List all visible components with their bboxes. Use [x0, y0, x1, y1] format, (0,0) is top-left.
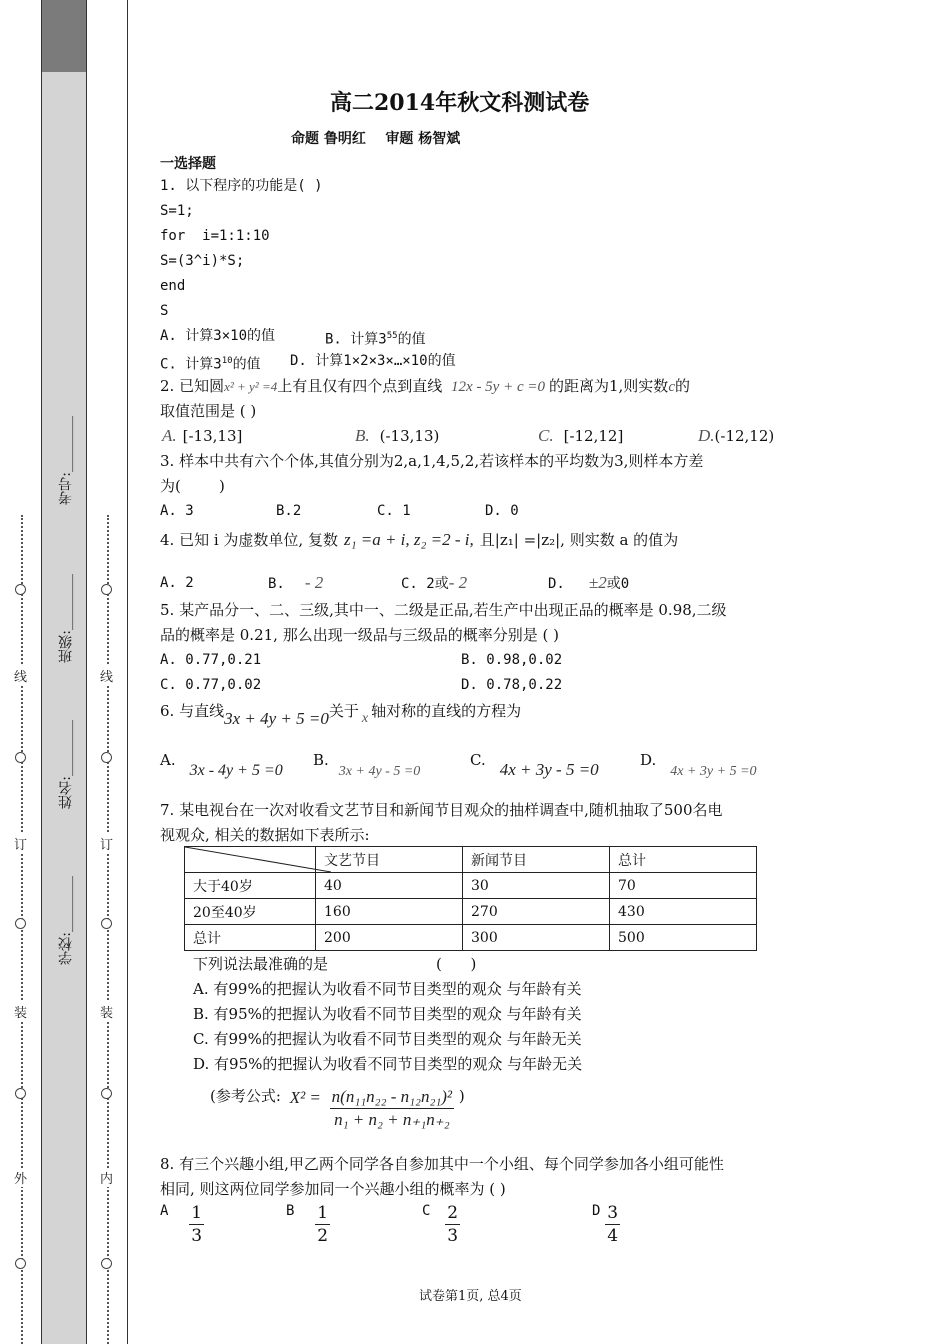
q2-option-b[interactable]: B. (-13,13) [355, 426, 440, 445]
page-footer: 试卷第1页, 总4页 [419, 1289, 522, 1304]
outer-label: 外 [14, 1168, 27, 1187]
gutter-rule [127, 0, 128, 1344]
mark-xian-outer: 线 [14, 666, 27, 685]
q1-code-line: for i=1:1:10 [160, 228, 270, 244]
mark-ding-outer: 订 [14, 834, 27, 853]
section-heading: 一选择题 [160, 156, 216, 172]
q1-option-c[interactable]: C. 计算$3^{10}$的值 [160, 356, 261, 373]
q7-option-b[interactable]: B. 有95%的把握认为收看不同节目类型的观众 与年龄有关 [193, 1005, 582, 1023]
q4-option-c[interactable]: C. 2或- 2 [401, 573, 468, 592]
q2-circle-equation: x² + y² =4 [224, 379, 278, 394]
q7-option-d[interactable]: D. 有95%的把握认为收看不同节目类型的观众 与年龄无关 [193, 1055, 583, 1073]
q6-option-d[interactable]: D.4x + 3y + 5 =0 [640, 751, 757, 779]
formula-numerator: n(n₁₁n₂₂ - n₁₂n₂₁)² [330, 1086, 454, 1109]
q1-stem: 1. 以下程序的功能是( ) [160, 178, 323, 194]
table-header-cell: 总计 [610, 847, 757, 873]
q6-option-b[interactable]: B.3x + 4y - 5 =0 [313, 751, 421, 779]
table-row [185, 899, 757, 925]
q2-option-c[interactable]: C. [-12,12] [538, 426, 624, 445]
ring-mark [15, 1258, 26, 1269]
q7-stem-2: 视观众, 相关的数据如下表所示: [160, 826, 370, 844]
table-corner-cell [185, 847, 316, 873]
q4-option-d[interactable]: D. ±2或0 [548, 573, 630, 592]
q3-stem: 3. 样本中共有六个个体,其值分别为2,a,1,4,5,2,若该样本的平均数为3,则样本方差 [160, 452, 704, 470]
q7-stem: 7. 某电视台在一次对收看文艺节目和新闻节目观众的抽样调查中,随机抽取了500名电 [160, 801, 723, 819]
field-number[interactable]: 考号:________ [58, 416, 74, 505]
q5-stem: 5. 某产品分一、二、三级,其中一、二级是正品,若生产中出现正品的概率是 0.98,二级 [160, 601, 727, 619]
q1-code-line: end [160, 278, 186, 294]
table-row [185, 873, 757, 899]
q7-answer-paren: ( ) [436, 955, 477, 973]
q2-stem: 2. 已知圆x² + y² =4上有且仅有四个点到直线 12x - 5y + c =0 的距离为1,则实数c的 [160, 377, 690, 395]
q8-stem: 8. 有三个兴趣小组,甲乙两个同学各自参加其中一个小组、每个同学参加各小组可能性 [160, 1155, 724, 1173]
table-cell: 总计 [185, 925, 316, 951]
ring-mark [101, 752, 112, 763]
table-cell: 200 [316, 925, 463, 951]
q3-option-a[interactable]: A. 3 [160, 503, 194, 519]
q8-stem-2: 相同, 则这两位同学参加同一个兴趣小组的概率为 ( ) [160, 1180, 506, 1198]
q1-option-d[interactable]: D. 计算1×2×3×…×10的值 [290, 353, 456, 369]
gutter-shade-top [42, 0, 86, 72]
q7-formula: (参考公式: X² = $\frac{\text{n(n₁₁n₂₂ - n₁₂n₂₁)²}}{\text{n₁ + n₂ + n₊₁n₊₂}}$ ) [210, 1086, 465, 1129]
mark-ding-inner: 订 [100, 834, 113, 853]
inner-cut-line [107, 515, 109, 1344]
q2-stem-2: 取值范围是 ( ) [160, 402, 257, 420]
q2-option-a[interactable]: A. [-13,13] [162, 426, 243, 445]
q5-stem-2: 品的概率是 0.21, 那么出现一级品与三级品的概率分别是 ( ) [160, 626, 559, 644]
author-line: 命题 鲁明红 审题 杨智斌 [291, 131, 461, 147]
mark-zhuang-outer: 装 [14, 1002, 27, 1021]
q7-table [184, 846, 757, 951]
q1-code-line: S=1; [160, 203, 194, 219]
q8-option-c[interactable]: C $\frac{2}{3}$ [422, 1202, 459, 1246]
q6-option-a[interactable]: A.3x - 4y + 5 =0 [160, 751, 283, 779]
ring-mark [101, 584, 112, 595]
q4-option-a[interactable]: A. 2 [160, 575, 194, 591]
q3-option-c[interactable]: C. 1 [377, 503, 411, 519]
table-row [185, 925, 757, 951]
table-header-cell: 新闻节目 [463, 847, 610, 873]
inner-label: 内 [100, 1168, 113, 1187]
field-name[interactable]: 姓名:________ [58, 720, 74, 809]
q3-stem-2: 为( ) [160, 477, 225, 495]
q5-option-a[interactable]: A. 0.77,0.21 [160, 652, 262, 668]
table-cell: 160 [316, 899, 463, 925]
table-header-row [185, 847, 757, 873]
table-cell: 300 [463, 925, 610, 951]
q1-option-b[interactable]: B. 计算$3^{55}$的值 [325, 331, 426, 348]
ring-mark [101, 918, 112, 929]
mark-xian-inner: 线 [100, 666, 113, 685]
q5-option-d[interactable]: D. 0.78,0.22 [461, 677, 563, 693]
q8-option-a[interactable]: A $\frac{1}{3}$ [160, 1202, 203, 1246]
q8-option-b[interactable]: B $\frac{1}{2}$ [286, 1202, 329, 1246]
gutter-rule [86, 0, 87, 1344]
q4-stem: 4. 已知 i 为虚数单位, 复数 z₁ =a + i, z₂ =2 - i, 且|z₁| =|z₂|, 则实数 a 的值为 [160, 530, 679, 549]
table-cell: 70 [610, 873, 757, 899]
q2-line-equation: 12x - 5y + c =0 [451, 379, 545, 395]
ring-mark [15, 752, 26, 763]
ring-mark [15, 1088, 26, 1099]
q4-option-b[interactable]: B. - 2 [268, 573, 324, 592]
q6-line-equation: 3x + 4y + 5 =0 [224, 709, 329, 728]
gutter-shade [42, 72, 86, 1344]
ring-mark [101, 1088, 112, 1099]
table-cell: 500 [610, 925, 757, 951]
table-cell: 20至40岁 [185, 899, 316, 925]
table-cell: 430 [610, 899, 757, 925]
q6-option-c[interactable]: C. 4x + 3y - 5 =0 [470, 751, 599, 779]
table-cell: 30 [463, 873, 610, 899]
field-school[interactable]: 学校:________ [58, 876, 74, 965]
outer-cut-line [21, 515, 23, 1344]
ring-mark [15, 918, 26, 929]
formula-denominator: n₁ + n₂ + n₊₁n₊₂ [334, 1110, 450, 1129]
q7-prompt: 下列说法最准确的是 [193, 955, 329, 973]
ring-mark [15, 584, 26, 595]
table-cell: 270 [463, 899, 610, 925]
q3-option-d[interactable]: D. 0 [485, 503, 519, 519]
q4-modulus-condition: 且|z₁| =|z₂| [479, 531, 561, 549]
field-class[interactable]: 班级:________ [58, 574, 74, 663]
q7-option-c[interactable]: C. 有99%的把握认为收看不同节目类型的观众 与年龄无关 [193, 1030, 582, 1048]
table-cell: 40 [316, 873, 463, 899]
q1-option-a[interactable]: A. 计算3×10的值 [160, 328, 276, 344]
q8-option-d[interactable]: D $\frac{3}{4}$ [592, 1202, 619, 1246]
q6-stem: 6. 与直线3x + 4y + 5 =0关于 x 轴对称的直线的方程为 [160, 702, 522, 728]
q1-code-line: S=(3^i)*S; [160, 253, 245, 269]
page-title: 高二2014年秋文科测试卷 [330, 90, 590, 116]
q1-code-line: S [160, 303, 169, 319]
q5-option-c[interactable]: C. 0.77,0.02 [160, 677, 262, 693]
ring-mark [101, 1258, 112, 1269]
table-header-cell: 文艺节目 [316, 847, 463, 873]
diagonal-slash [185, 847, 331, 872]
table-cell: 大于40岁 [185, 873, 316, 899]
q3-option-b[interactable]: B.2 [276, 503, 302, 519]
mark-zhuang-inner: 装 [100, 1002, 113, 1021]
q5-option-b[interactable]: B. 0.98,0.02 [461, 652, 563, 668]
q2-option-d[interactable]: D.(-12,12) [698, 426, 775, 445]
q4-z-equation: z₁ =a + i, z₂ =2 - i, [343, 530, 474, 549]
q7-option-a[interactable]: A. 有99%的把握认为收看不同节目类型的观众 与年龄有关 [193, 980, 582, 998]
